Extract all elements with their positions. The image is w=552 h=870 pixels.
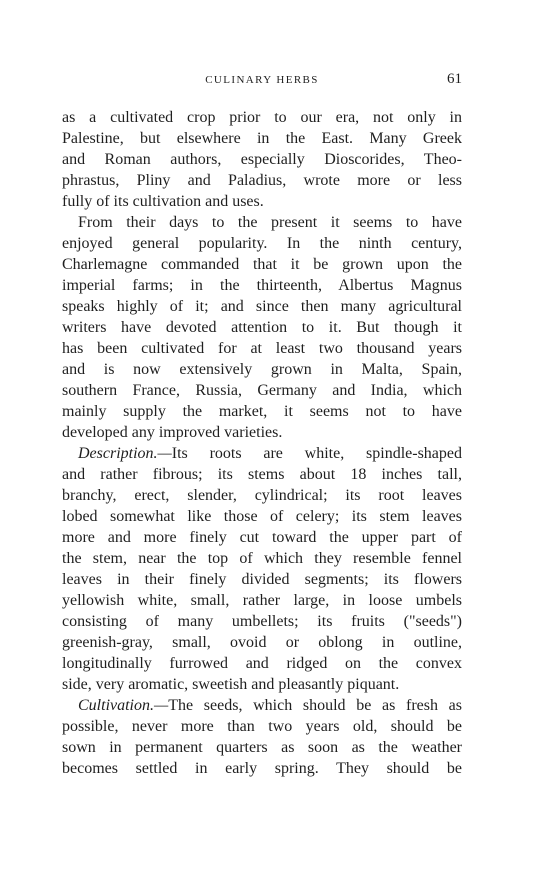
text-line: southern France, Russia, Germany and India, which	[62, 382, 462, 399]
text-line: From their days to the present it seems to have	[78, 214, 462, 231]
text-line: writers have devoted attention to it. But though it	[62, 319, 462, 336]
text-line: has been cultivated for at least two thousand years	[62, 340, 462, 357]
text-line: phrastus, Pliny and Paladius, wrote more or less	[62, 172, 462, 189]
text-line: greenish-gray, small, ovoid or oblong in outline,	[62, 634, 462, 651]
text-line-rest: Its roots are white, spindle-shaped	[171, 445, 462, 462]
text-line: and is now extensively grown in Malta, Spain,	[62, 361, 462, 378]
text-line: lobed somewhat like those of celery; its stem leaves	[62, 508, 462, 525]
body-text	[62, 107, 462, 779]
text-line: imperial farms; in the thirteenth, Albertus Magnus	[62, 277, 462, 294]
text-line: longitudinally furrowed and ridged on the convex	[62, 655, 462, 672]
text-line: branchy, erect, slender, cylindrical; its root leaves	[62, 487, 462, 504]
text-line: speaks highly of it; and since then many agricultural	[62, 298, 462, 315]
text-line: and rather fibrous; its stems about 18 inches tall,	[62, 466, 462, 483]
text-line: leaves in their finely divided segments; its flowers	[62, 571, 462, 588]
text-line	[62, 443, 462, 464]
text-line: possible, never more than two years old, should be	[62, 718, 462, 735]
text-line: Palestine, but elsewhere in the East. Many Greek	[62, 130, 462, 147]
text-line: side, very aromatic, sweetish and pleasantly piquant.	[62, 676, 400, 693]
text-line: becomes settled in early spring. They should be	[62, 760, 462, 777]
text-line: fully of its cultivation and uses.	[62, 193, 264, 210]
text-line: developed any improved varieties.	[62, 424, 283, 441]
text-line-rest: The seeds, which should be as fresh as	[168, 697, 462, 714]
text-line: and Roman authors, especially Dioscorides, Theo-	[62, 151, 462, 168]
text-line: mainly supply the market, it seems not to have	[62, 403, 462, 420]
description-heading: Description.—	[78, 445, 172, 462]
text-line: as a cultivated crop prior to our era, not only in	[62, 109, 462, 126]
running-head	[62, 71, 462, 91]
text-line	[62, 695, 462, 716]
text-line: yellowish white, small, rather large, in loose umbels	[62, 592, 462, 609]
cultivation-heading: Cultivation.—	[78, 697, 169, 714]
text-line: consisting of many umbellets; its fruits ("seeds")	[62, 613, 462, 630]
page-number: 61	[447, 71, 462, 87]
text-line: sown in permanent quarters as soon as the weather	[62, 739, 462, 756]
text-line: more and more finely cut toward the upper part of	[62, 529, 462, 546]
text-line: enjoyed general popularity. In the ninth century,	[62, 235, 462, 252]
text-line: Charlemagne commanded that it be grown upon the	[62, 256, 462, 273]
running-title: CULINARY HERBS	[205, 74, 319, 86]
text-line: the stem, near the top of which they resemble fennel	[62, 550, 462, 567]
